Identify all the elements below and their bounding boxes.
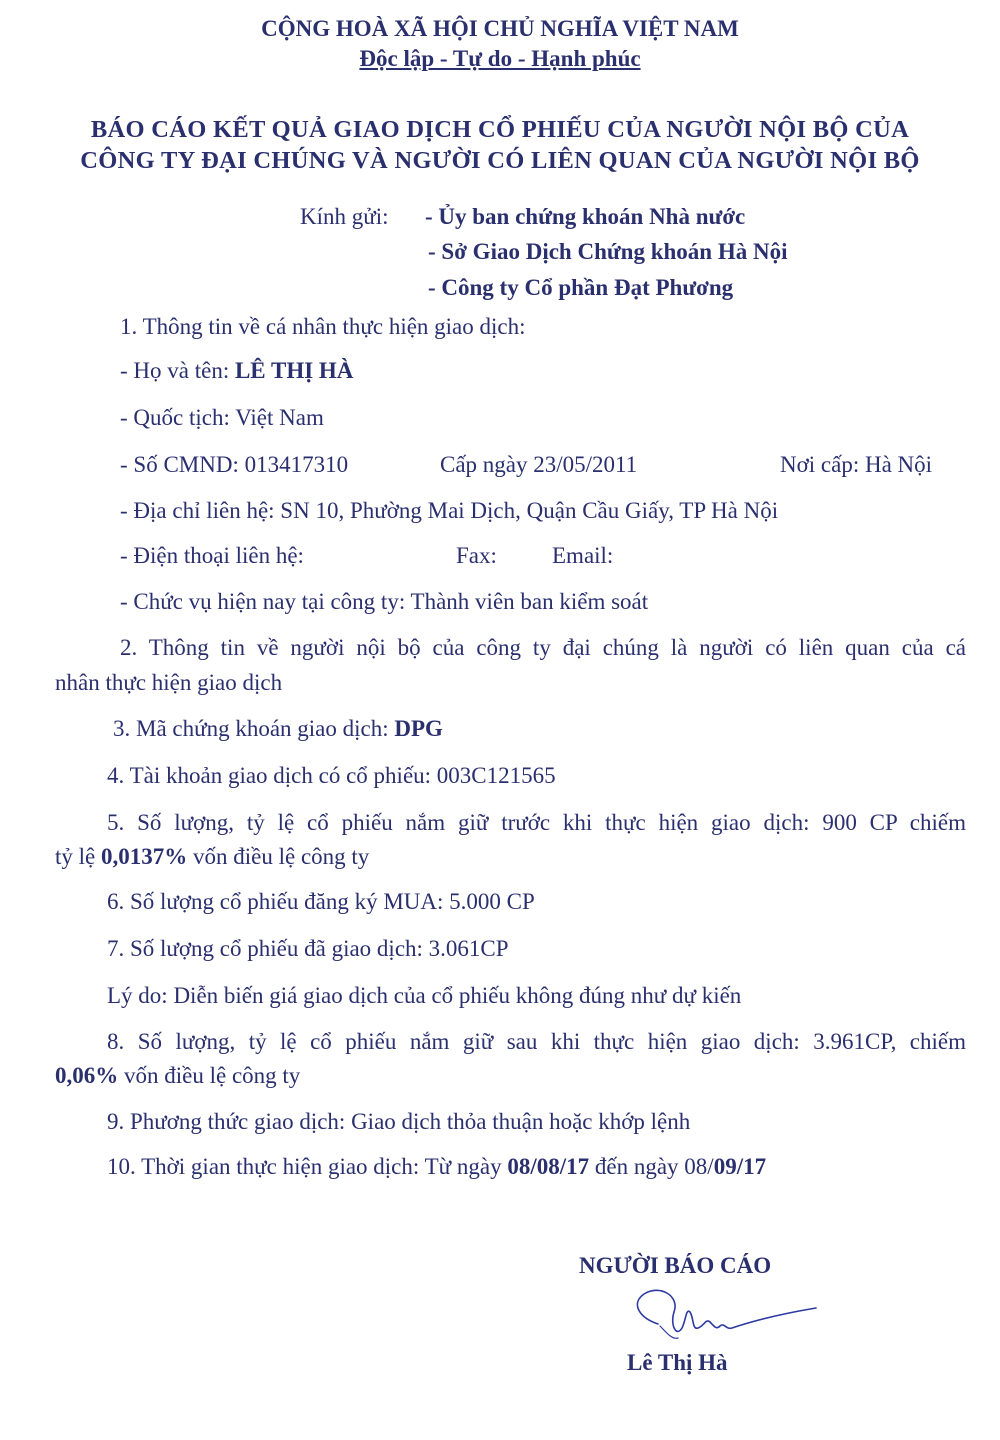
section10-middle: đến ngày 08/: [589, 1154, 714, 1179]
section5-line2: [55, 844, 369, 870]
section5-percent: 0,0137%: [101, 844, 188, 869]
motto: Độc lập - Tự do - Hạnh phúc: [359, 46, 641, 71]
signer-name: Lê Thị Hà: [627, 1350, 728, 1375]
ticker-label: 3. Mã chứng khoán giao dịch:: [113, 716, 395, 741]
section8-suffix: vốn điều lệ công ty: [118, 1063, 301, 1088]
ticker-value: DPG: [394, 716, 443, 741]
recipients-label: Kính gửi:: [300, 204, 389, 229]
section10-prefix: 10. Thời gian thực hiện giao dịch: Từ ngày: [107, 1154, 508, 1179]
email-label: Email:: [552, 543, 614, 568]
recipient-1: - Ủy ban chứng khoán Nhà nước: [425, 204, 746, 229]
position: - Chức vụ hiện nay tại công ty: Thành viên ban kiểm soát: [120, 589, 649, 614]
id-issue-place: Nơi cấp: Hà Nội: [780, 452, 933, 477]
section7: 7. Số lượng cổ phiếu đã giao dịch: 3.061CP: [107, 936, 509, 961]
section9: 9. Phương thức giao dịch: Giao dịch thỏa thuận hoặc khớp lệnh: [107, 1109, 691, 1134]
section2-line1: 2. Thông tin về người nội bộ của công ty đại chúng là người có liên quan của cá: [120, 635, 966, 660]
recipient-3: - Công ty Cổ phần Đạt Phương: [428, 275, 734, 300]
report-title-line1: BÁO CÁO KẾT QUẢ GIAO DỊCH CỔ PHIẾU CỦA NGƯỜI NỘI BỘ CỦA: [90, 116, 910, 143]
name-row: [120, 358, 353, 384]
section1-heading: 1. Thông tin về cá nhân thực hiện giao dịch:: [120, 314, 526, 339]
section10-end: 09/17: [713, 1154, 767, 1179]
country-header: CỘNG HOÀ XÃ HỘI CHỦ NGHĨA VIỆT NAM: [261, 16, 739, 41]
section5-suffix: vốn điều lệ công ty: [187, 844, 370, 869]
section4: 4. Tài khoản giao dịch có cổ phiếu: 003C121565: [107, 763, 556, 788]
section5-line1: 5. Số lượng, tỷ lệ cổ phiếu nắm giữ trước khi thực hiện giao dịch: 900 CP chiếm: [107, 810, 966, 835]
fax-label: Fax:: [456, 543, 497, 568]
id-number: - Số CMND: 013417310: [120, 452, 349, 477]
section2-line2: nhân thực hiện giao dịch: [55, 670, 283, 695]
section10: [107, 1154, 766, 1180]
reason: Lý do: Diễn biến giá giao dịch của cổ phiếu không đúng như dự kiến: [107, 983, 742, 1008]
section8-percent: 0,06%: [55, 1063, 119, 1088]
section6: 6. Số lượng cổ phiếu đăng ký MUA: 5.000 CP: [107, 889, 535, 914]
phone-label: - Điện thoại liên hệ:: [120, 543, 304, 568]
section5-prefix: tỷ lệ: [55, 844, 101, 869]
name-label: - Họ và tên:: [120, 358, 235, 383]
address: - Địa chỉ liên hệ: SN 10, Phường Mai Dịch, Quận Cầu Giấy, TP Hà Nội: [120, 498, 779, 523]
recipient-2: - Sở Giao Dịch Chứng khoán Hà Nội: [428, 239, 788, 264]
handwritten-signature: [620, 1282, 820, 1348]
section8-line2: [55, 1063, 300, 1089]
name-value: LÊ THỊ HÀ: [234, 358, 354, 383]
section10-start: 08/08/17: [507, 1154, 590, 1179]
report-title-line2: CÔNG TY ĐẠI CHÚNG VÀ NGƯỜI CÓ LIÊN QUAN CỦA NGƯỜI NỘI BỘ: [80, 147, 920, 174]
id-issue-date: Cấp ngày 23/05/2011: [440, 452, 638, 477]
section3-row: [113, 716, 443, 742]
nationality: - Quốc tịch: Việt Nam: [120, 405, 324, 430]
signature-role: NGƯỜI BÁO CÁO: [579, 1253, 772, 1278]
section8-line1: 8. Số lượng, tỷ lệ cổ phiếu nắm giữ sau khi thực hiện giao dịch: 3.961CP, chiếm: [107, 1029, 966, 1054]
